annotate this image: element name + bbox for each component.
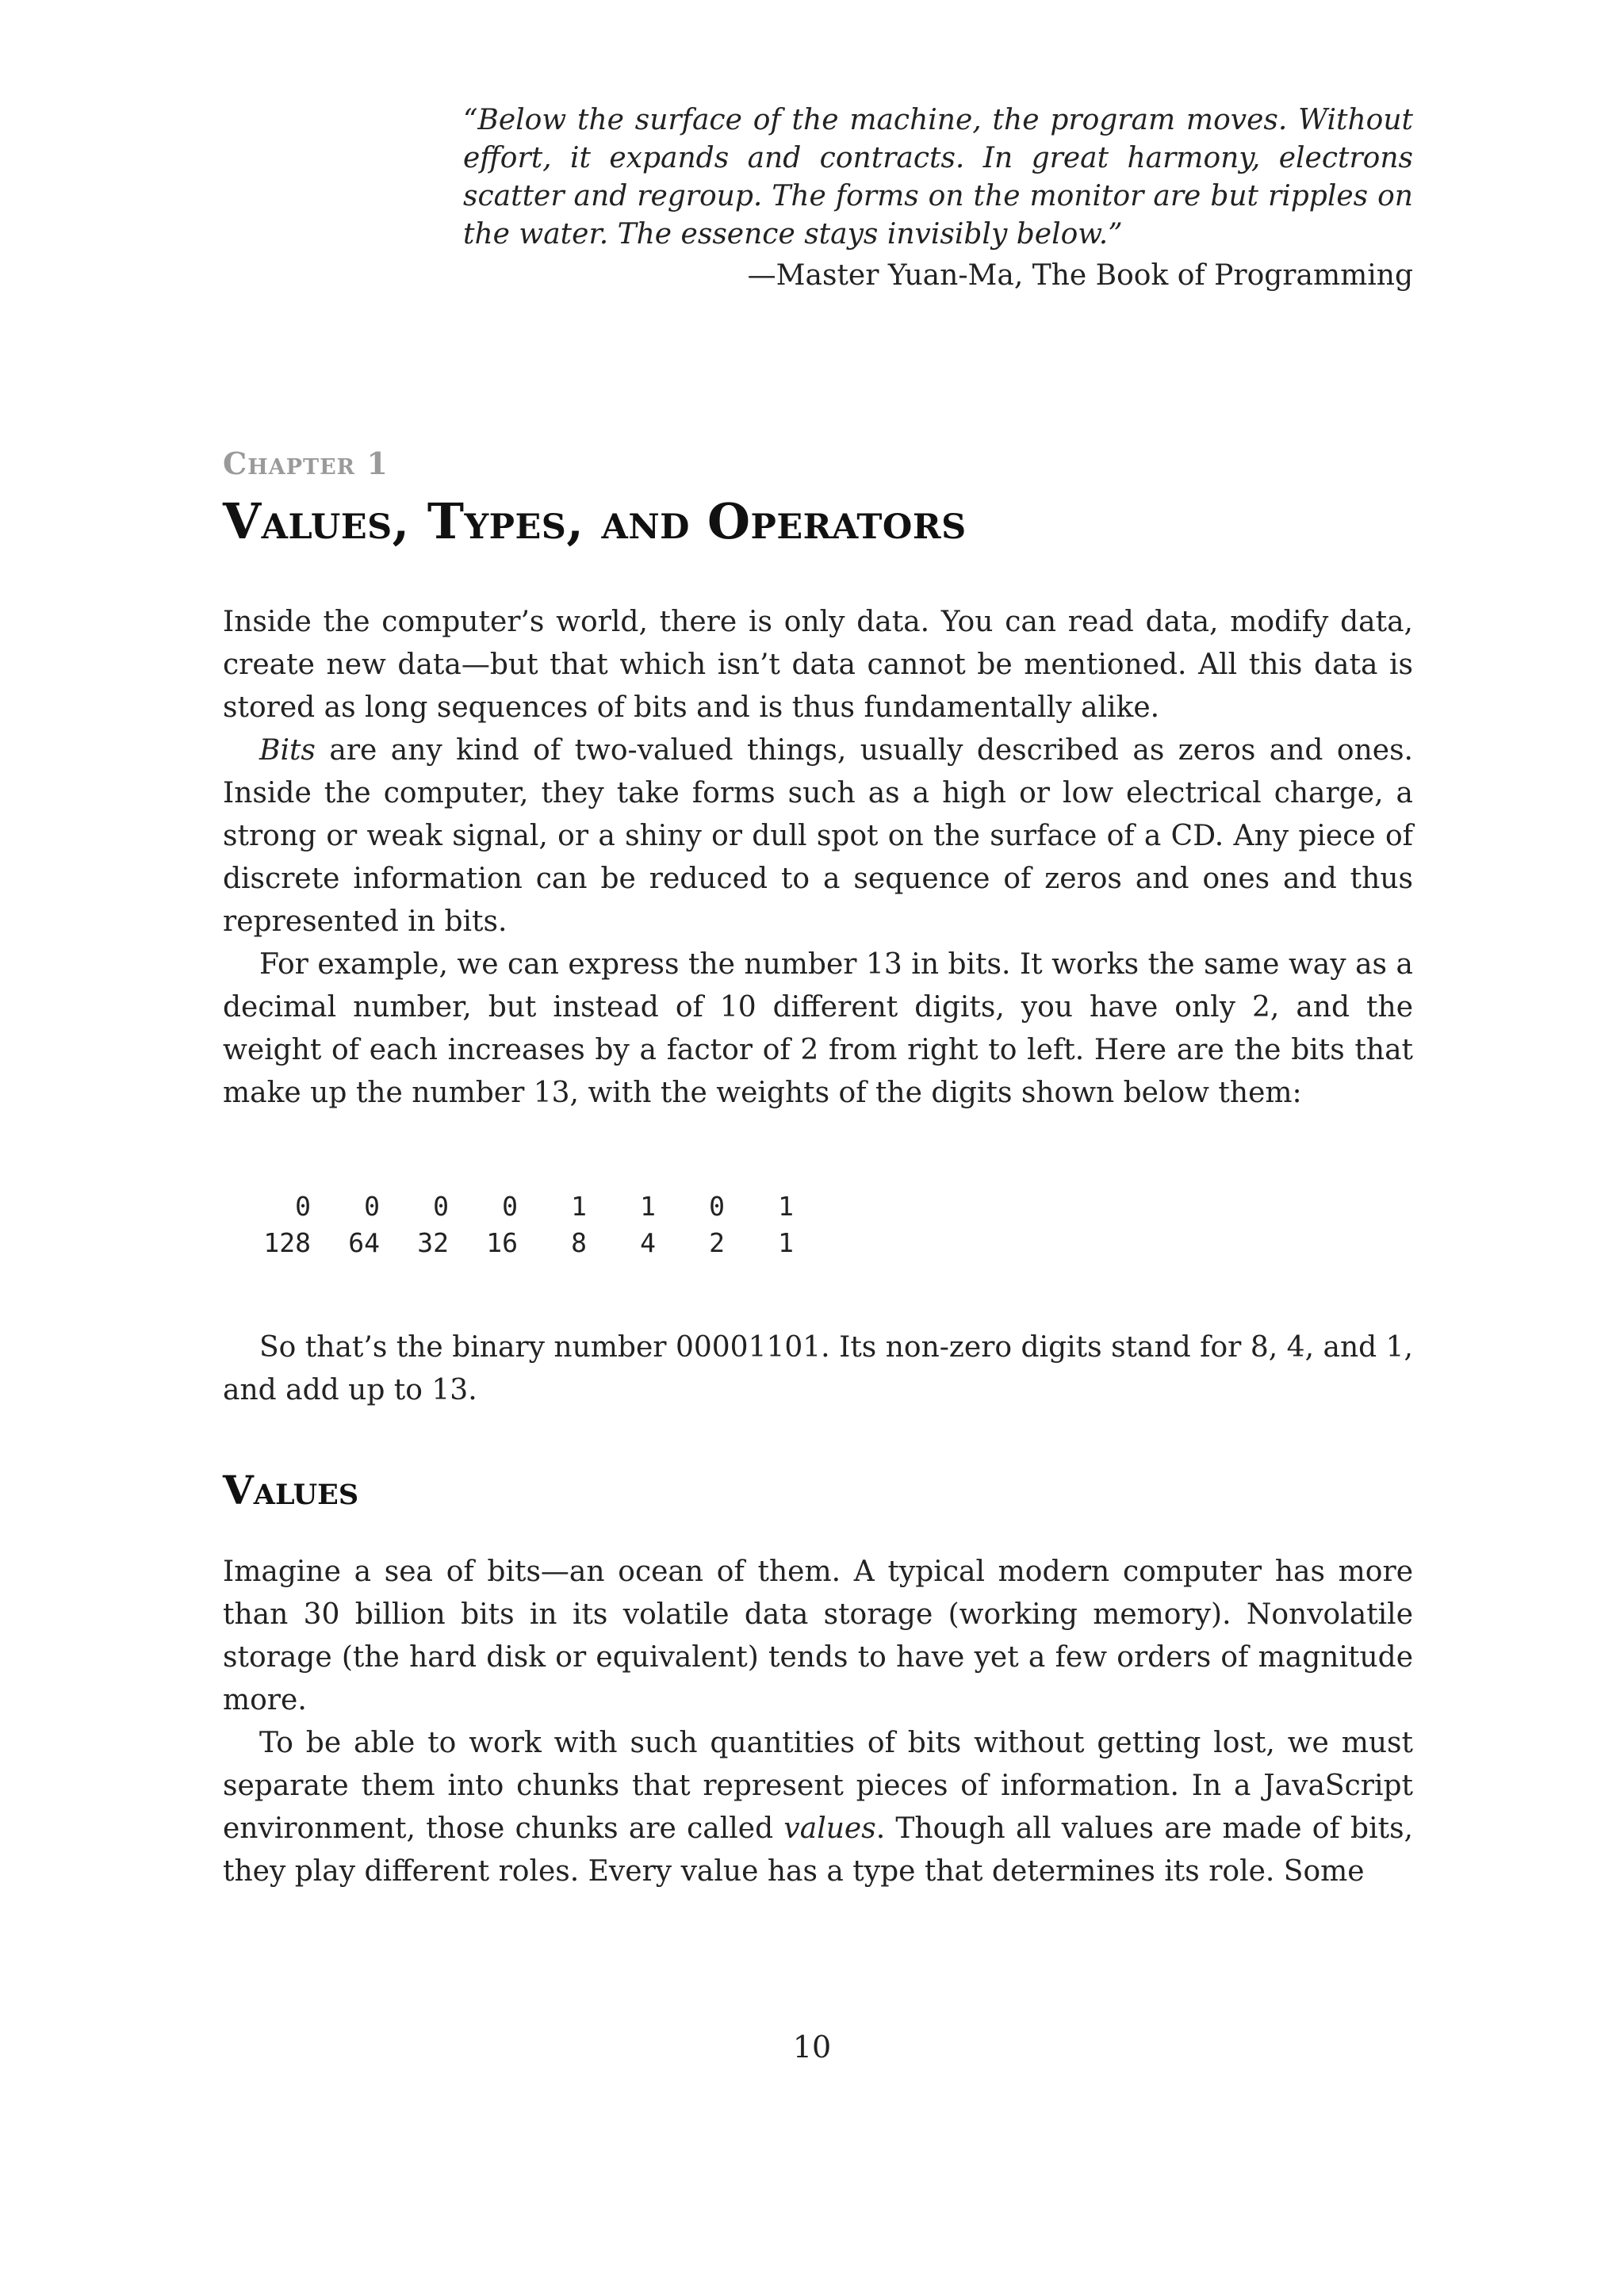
weight-cell: 4 <box>640 1226 656 1258</box>
bits-term: Bits <box>259 734 316 767</box>
epigraph <box>463 101 1413 295</box>
intro-paragraph-3: For example, we can express the number 13 in bits. It works the same way as a decimal number, but instead of 10 different digits, you have only 2, and the weight of each increases by a factor of 2 from right to left. Here are the bits that make up the number 13, with the weights of the digits shown below them: <box>223 948 1413 1109</box>
bit-cell: 1 <box>640 1190 656 1222</box>
weight-cell: 32 <box>417 1226 449 1258</box>
bit-cell: 0 <box>502 1190 518 1222</box>
values-paragraph-2-text-b: . Though all values are made of bits, they play different roles. Every value has a type that determines its role. Some <box>223 1812 1413 1888</box>
bit-cell: 0 <box>433 1190 449 1222</box>
binary-digits-table <box>259 1188 794 1261</box>
weight-cell: 8 <box>571 1226 587 1258</box>
weight-cell: 16 <box>486 1226 518 1258</box>
epigraph-attribution: —Master Yuan-Ma, The Book of Programming <box>747 259 1413 292</box>
weight-cell: 64 <box>348 1226 380 1258</box>
intro-paragraph-2 <box>223 729 1413 943</box>
chapter-label: Chapter 1 <box>223 446 389 481</box>
values-paragraph-2 <box>223 1722 1413 1893</box>
epigraph-quote: “Below the surface of the machine, the program moves. Without effort, it expands and contracts. In great harmony, electrons scatter and regroup. The forms on the monitor are but ripples on the water. The essence stays invisibly below.” <box>463 104 1413 251</box>
values-paragraph-2-text-a: To be able to work with such quantities of bits without getting lost, we must separate them into chunks that represent pieces of information. In a JavaScript environment, those chunks are called <box>223 1727 1413 1845</box>
weight-cell: 1 <box>778 1226 794 1258</box>
bit-cell: 0 <box>295 1190 311 1222</box>
intro-paragraph-1: Inside the computer’s world, there is only data. You can read data, modify data, create new data—but that which isn’t data cannot be mentioned. All this data is stored as long sequences of bits and is thus fundamentally alike. <box>223 606 1413 724</box>
weight-cell: 128 <box>263 1226 311 1258</box>
intro-text <box>223 601 1413 1115</box>
bit-cell: 1 <box>778 1190 794 1222</box>
intro-paragraph-4: So that’s the binary number 00001101. Its non-zero digits stand for 8, 4, and 1, and add up to 13. <box>223 1331 1413 1406</box>
values-text <box>223 1551 1413 1893</box>
binary-conclusion <box>223 1326 1413 1412</box>
values-term: values <box>783 1812 876 1845</box>
values-paragraph-1: Imagine a sea of bits—an ocean of them. A typical modern computer has more than 30 billion bits in its volatile data storage (working memory). Nonvolatile storage (the hard disk or equivalent) tends to have yet a few orders of magnitude more. <box>223 1556 1413 1716</box>
weight-cell: 2 <box>709 1226 725 1258</box>
bit-cell: 0 <box>709 1190 725 1222</box>
chapter-title: Values, Types, and Operators <box>223 492 967 550</box>
bit-cell: 0 <box>364 1190 380 1222</box>
page-number: 10 <box>792 2030 832 2064</box>
section-heading-values: Values <box>223 1467 359 1513</box>
bits-row <box>259 1188 794 1224</box>
bit-cell: 1 <box>571 1190 587 1222</box>
intro-paragraph-2-text: are any kind of two-valued things, usually described as zeros and ones. Inside the computer, they take forms such as a high or low electrical charge, a strong or weak signal, or a shiny or dull spot on the surface of a CD. Any piece of discrete information can be reduced to a sequence of zeros and ones and thus represented in bits. <box>223 734 1413 938</box>
weights-row <box>259 1224 794 1261</box>
